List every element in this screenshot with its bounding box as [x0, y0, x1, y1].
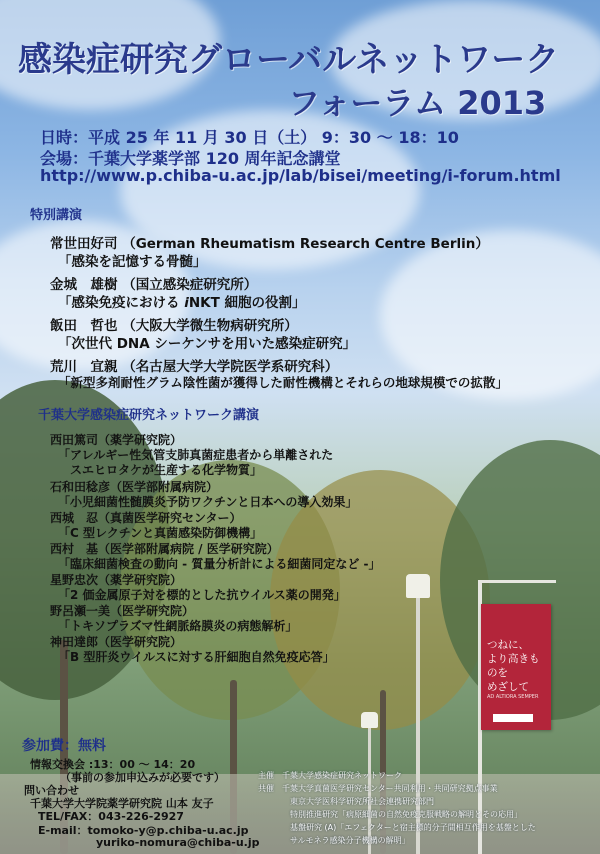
lamp-head — [406, 574, 430, 598]
banner-text — [487, 638, 547, 694]
network-title: 「C 型レクチンと真菌感染防御機構」 — [58, 526, 263, 540]
contact-email[interactable]: E-mail：tomoko-y@p.chiba-u.ac.jp — [38, 824, 249, 837]
organizer-line: 共催 千葉大学真菌医学研究センター共同利用・共同研究拠点事業 — [258, 784, 498, 793]
special-title: 「次世代 DNA シーケンサを用いた感染症研究」 — [58, 336, 357, 352]
event-url[interactable]: http://www.p.chiba-u.ac.jp/lab/bisei/meeting/i-forum.html — [40, 166, 561, 185]
title-italic: i — [184, 295, 189, 311]
network-speaker: 石和田稔彦（医学部附属病院） — [50, 480, 219, 494]
special-heading: 特別講演 — [30, 208, 83, 223]
inquiry-label: 問い合わせ — [24, 784, 79, 797]
contact-person: 千葉大学大学院薬学研究院 山本 友子 — [30, 797, 214, 810]
banner-motto: AD ALTIORA SEMPER — [487, 694, 539, 700]
organizer-line: 特別推進研究「病原細菌の自然免疫克服戦略の解明とその応用」 — [290, 810, 522, 819]
special-speaker: 金城 雄樹 （国立感染症研究所） — [50, 277, 258, 293]
network-title: スエヒロタケが生産する化学物質」 — [70, 463, 263, 477]
special-speaker: 荒川 宜親 （名古屋大学大学院医学系研究科） — [50, 359, 339, 375]
network-speaker: 野呂瀬一美（医学研究院） — [50, 604, 195, 618]
special-speaker: 常世田好司 （German Rheumatism Research Centre Berlin） — [50, 236, 489, 252]
network-speaker: 西田篤司（薬学研究院） — [50, 433, 183, 447]
organizer-line: 基盤研究 (A)「エフェクターと宿主標的分子間相互作用を基盤とした — [290, 823, 536, 832]
network-title: 「トキソプラズマ性網脈絡膜炎の病態解析」 — [58, 619, 298, 633]
reception-time: 情報交換会 :13：00 〜 14：20 — [30, 758, 196, 771]
organizer-line: 東京大学医科学研究所社会連携研究部門 — [290, 797, 434, 806]
special-title: 「感染を記憶する骨髄」 — [58, 254, 207, 270]
network-heading: 千葉大学感染症研究ネットワーク講演 — [38, 408, 260, 423]
network-title: 「2 価金属原子対を標的とした抗ウイルス薬の開発」 — [58, 588, 346, 602]
special-title: 「新型多剤耐性グラム陰性菌が獲得した耐性機構とそれらの地球規模での拡散」 — [58, 375, 508, 390]
banner-line: より高きものを — [487, 653, 540, 679]
reception-note: （事前の参加申込みが必要です） — [60, 771, 225, 784]
banner-arm — [478, 580, 556, 583]
contact-tel: TEL/FAX：043-226-2927 — [38, 810, 184, 823]
network-title: 「アレルギー性気管支肺真菌症患者から単離された — [58, 448, 334, 462]
network-speaker: 西村 基（医学部附属病院 / 医学研究院） — [50, 542, 279, 556]
title-part: 「感染免疫における — [58, 295, 185, 311]
fee: 参加費：無料 — [22, 738, 106, 754]
poster-subtitle: フォーラム 2013 — [288, 84, 547, 122]
title-part: NKT 細胞の役割」 — [188, 295, 306, 311]
banner — [481, 604, 551, 730]
network-title: 「小児細菌性髄膜炎予防ワクチンと日本への導入効果」 — [58, 495, 358, 509]
network-speaker: 星野忠次（薬学研究院） — [50, 573, 183, 587]
network-speaker: 西城 忍（真菌医学研究センター） — [50, 511, 242, 525]
event-venue: 会場：千葉大学薬学部 120 周年記念講堂 — [40, 149, 341, 168]
network-title: 「B 型肝炎ウイルスに対する肝細胞自然免疫応答」 — [58, 650, 335, 664]
special-speaker: 飯田 哲也 （大阪大学微生物病研究所） — [50, 318, 298, 334]
organizer-line: サルモネラ感染分子機構の解明」 — [290, 836, 410, 845]
poster-title: 感染症研究グローバルネットワーク — [18, 40, 560, 80]
lamp-head — [361, 712, 378, 728]
banner-line: めざして — [487, 681, 529, 693]
banner-logo — [493, 714, 533, 722]
event-date: 日時：平成 25 年 11 月 30 日（土） 9：30 〜 18：10 — [40, 128, 459, 147]
organizer-line: 主催 千葉大学感染症研究ネットワーク — [258, 771, 402, 780]
network-speaker: 神田達郎（医学研究院） — [50, 635, 183, 649]
contact-email-2[interactable]: yuriko-nomura@chiba-u.jp — [96, 836, 260, 849]
banner-line: つねに、 — [487, 639, 529, 651]
network-title: 「臨床細菌検査の動向 - 質量分析計による細菌同定など -」 — [58, 557, 381, 571]
special-title — [58, 291, 306, 311]
